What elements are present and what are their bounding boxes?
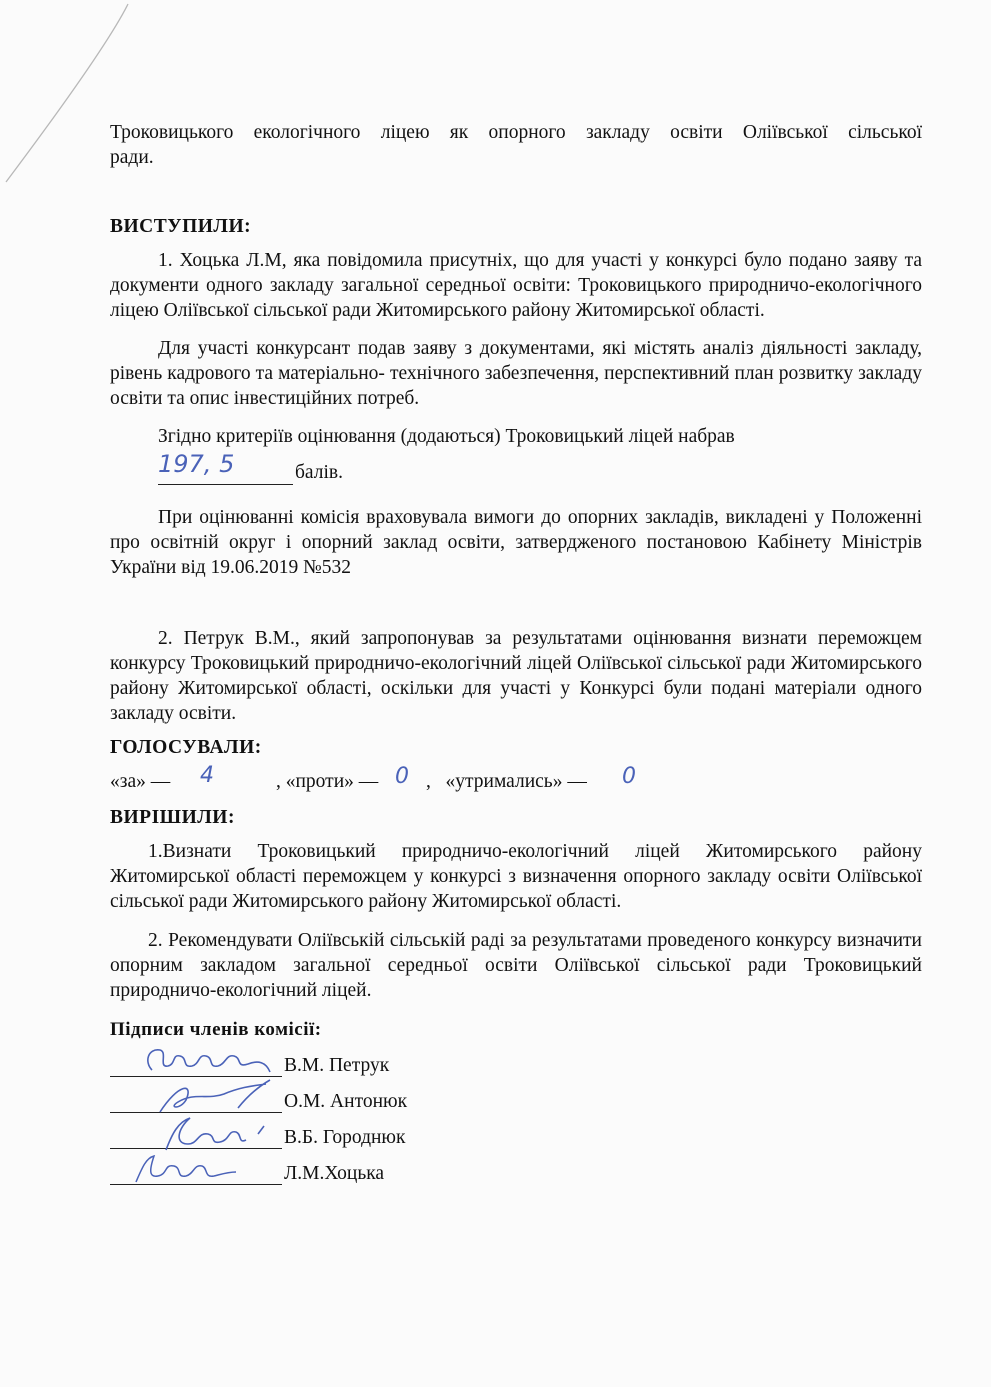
speakers-heading: ВИСТУПИЛИ: [110,216,252,237]
score-blank [158,450,293,485]
criteria-text: Згідно критеріїв оцінювання (додаються) Троковицький ліцей набрав [158,426,735,447]
handwritten-signature [138,1114,288,1154]
voting-heading: ГОЛОСУВАЛИ: [110,737,262,758]
vote-abstain-label: , «утримались» — [426,771,587,792]
vote-abstain-value: 0 [622,764,636,789]
decided-heading: ВИРІШИЛИ: [110,807,235,828]
score-line [158,450,922,485]
handwritten-signature [138,1078,288,1118]
handwritten-signature [138,1042,278,1078]
handwritten-signature [124,1150,254,1186]
speaker-item-2: 2. Петрук В.М., який запропонував за результатами оцінювання визнати переможцем конкурсу Троковицький природничо-екологічний ліцей Оліївської сільської ради Житомирського району Житомирської області, оскільки для участі у Конкурсі були подані матеріали одного закладу освіти. [110,628,922,724]
vote-for-value: 4 [200,763,214,788]
vote-against-label: , «проти» — [276,771,379,792]
signature-row [110,1149,922,1185]
speaker-item-1: 1. Хоцька Л.М, яка повідомила присутніх, що для участі у конкурсі було подано заяву та документи одного закладу загальної середньої освіти: Троковицького природничо-екологічного ліцею Оліївської сільської ради Житомирського району Житомирської області. [110,250,922,321]
speaker-paragraph-2: Для участі конкурсант подав заяву з документами, які містять аналіз діяльності закладу, рівень кадрового та матеріально- технічного забезпечення, перспективний план розвитку закладу освіти та опис інвестиційних потреб. [110,338,922,409]
vote-against-value: 0 [395,764,409,789]
signature-row [110,1113,922,1149]
document-page [110,120,922,1185]
score-unit: балів. [295,462,343,483]
voting-line [110,763,922,797]
signature-line [110,1154,282,1185]
vote-for-label: «за» — [110,771,171,792]
signature-line [110,1046,282,1077]
decided-item-2: 2. Рекомендувати Оліївській сільській раді за результатами проведеного конкурсу визначити опорним закладом загальної середньої освіти Оліївської сільської ради Троковицький природничо-екологічний ліцей. [110,930,922,1001]
intro-line-1: Троковицького екологічного ліцею як опорного закладу освіти Оліївської сільської [110,122,922,143]
signature-name: В.Б. Городнюк [284,1127,406,1148]
intro-paragraph [110,120,922,170]
decided-item-1: 1.Визнати Троковицький природничо-екологічний ліцей Житомирського району Житомирської області переможцем у конкурсі з визначення опорного закладу освіти Оліївської сільської ради Житомирського району Житомирської області. [110,841,922,912]
score-handwritten: 197, 5 [158,450,235,478]
speaker-paragraph-4: При оцінюванні комісія враховувала вимоги до опорних закладів, викладені у Положенні про освітній округ і опорний заклад освіти, затвердженого постановою Кабінету Міністрів України від 19.06.2019 №532 [110,507,922,578]
intro-line-2: ради. [110,147,154,168]
signature-line [110,1082,282,1113]
signature-name: В.М. Петрук [284,1055,390,1076]
signatures-heading: Підписи членів комісії: [110,1019,322,1040]
signature-name: Л.М.Хоцька [284,1163,385,1184]
signatures-block [110,1041,922,1185]
signature-line [110,1118,282,1149]
signature-row [110,1077,922,1113]
signature-row [110,1041,922,1077]
signature-name: О.М. Антонюк [284,1091,408,1112]
